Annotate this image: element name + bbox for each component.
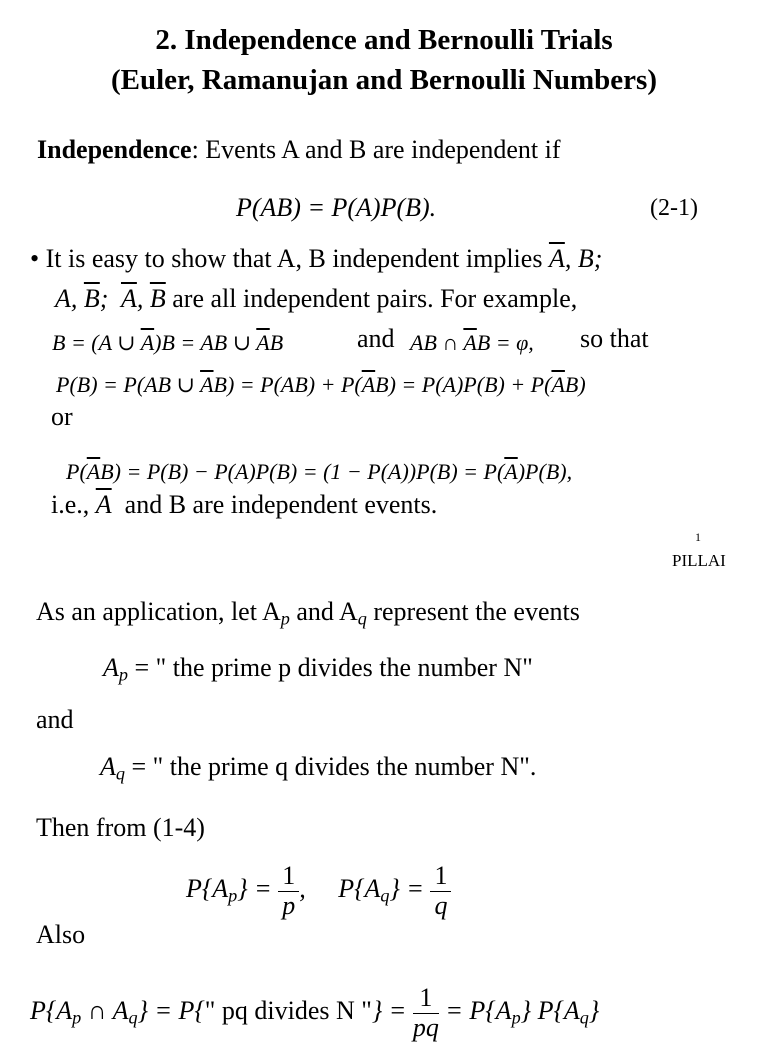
and-word-2: and	[36, 705, 74, 734]
complement-pair-2: A, $\overline{B}$; $\overline{A}$, $\overline{B}$	[55, 284, 166, 313]
also-word: Also	[36, 920, 86, 949]
ie-suffix: and B are independent events.	[124, 490, 438, 519]
complement-pair-1: $\overline{A}$, B;	[548, 244, 603, 273]
so-that-text: so that	[580, 324, 649, 353]
fraction-one: 1	[413, 984, 439, 1014]
and-word: and	[357, 324, 395, 353]
equation-intersection: $P\{A_p$ ∩ $A_q\} = P${" pq divides N "} = $\frac{1}{pq}$ = $P\{A_p\}$ $P\{A_q\}$	[30, 983, 600, 1042]
pairs-line	[55, 284, 577, 314]
or-word: or	[51, 402, 73, 431]
aq-definition-text: = " the prime q divides the number N".	[131, 752, 537, 781]
intro-text: As an application, let A	[36, 597, 281, 626]
equation-p-abar-b: $P(\overline{A}B) = P(B) - P(A)P(B) = (1 - P(A))P(B) = P(\overline{A})P(B)$,	[66, 459, 573, 484]
equation-disjoint: AB ∩ $\overline{A}B = \varphi$,	[410, 330, 534, 355]
application-intro: As an application, let $A_p$ and $A_q$ represent the events	[36, 597, 580, 629]
ie-prefix: i.e.,	[51, 490, 90, 519]
equation-b-decomposition: B = (A ∪ $\overline{A})B$ = AB ∪ $\overline{A}B$	[52, 330, 284, 355]
slide-title-line-1: 2. Independence and Bernoulli Trials	[155, 24, 613, 56]
intro-end-text: represent the events	[373, 597, 580, 626]
bullet-independence-implies	[30, 244, 602, 274]
event-aq-definition: $A_q$ = " the prime q divides the number N".	[100, 752, 537, 784]
intro-mid-text: and A	[296, 597, 358, 626]
a-complement-symbol: $\overline{A}$	[95, 490, 112, 519]
definition-text: : Events A and B are independent if	[191, 135, 561, 164]
equation-pb: P(B) = P(AB ∪ $\overline{A}B) = P(AB) + P(\overline{A}B) = P(A)P(B) + P(\overline{A}B)$	[56, 372, 586, 397]
pq-divides-text: " pq divides N "	[204, 996, 372, 1026]
ap-definition-text: = " the prime p divides the number N"	[134, 653, 533, 682]
event-ap-definition: $A_p$ = " the prime p divides the number N"	[103, 653, 533, 685]
equation-label-2-1: (2-1)	[650, 195, 698, 221]
equation-prob-ap-aq: $P\{A_p\}$ = $\frac{1}{p}$ , $P\{A_q\}$ = $\frac{1}{q}$	[186, 862, 451, 920]
pairs-text: are all independent pairs. For example,	[172, 284, 578, 313]
page-number: 1	[695, 530, 701, 544]
conclusion-line	[51, 490, 437, 520]
equation-2-1: P(AB) = P(A)P(B).	[236, 193, 437, 222]
footer-author: PILLAI	[672, 551, 726, 570]
independence-definition	[37, 135, 561, 165]
then-from-text: Then from (1-4)	[36, 813, 205, 842]
bullet-text: • It is easy to show that A, B independent implies	[30, 244, 543, 273]
slide-title-line-2: (Euler, Ramanujan and Bernoulli Numbers)	[111, 64, 657, 96]
definition-term: Independence	[37, 135, 192, 164]
